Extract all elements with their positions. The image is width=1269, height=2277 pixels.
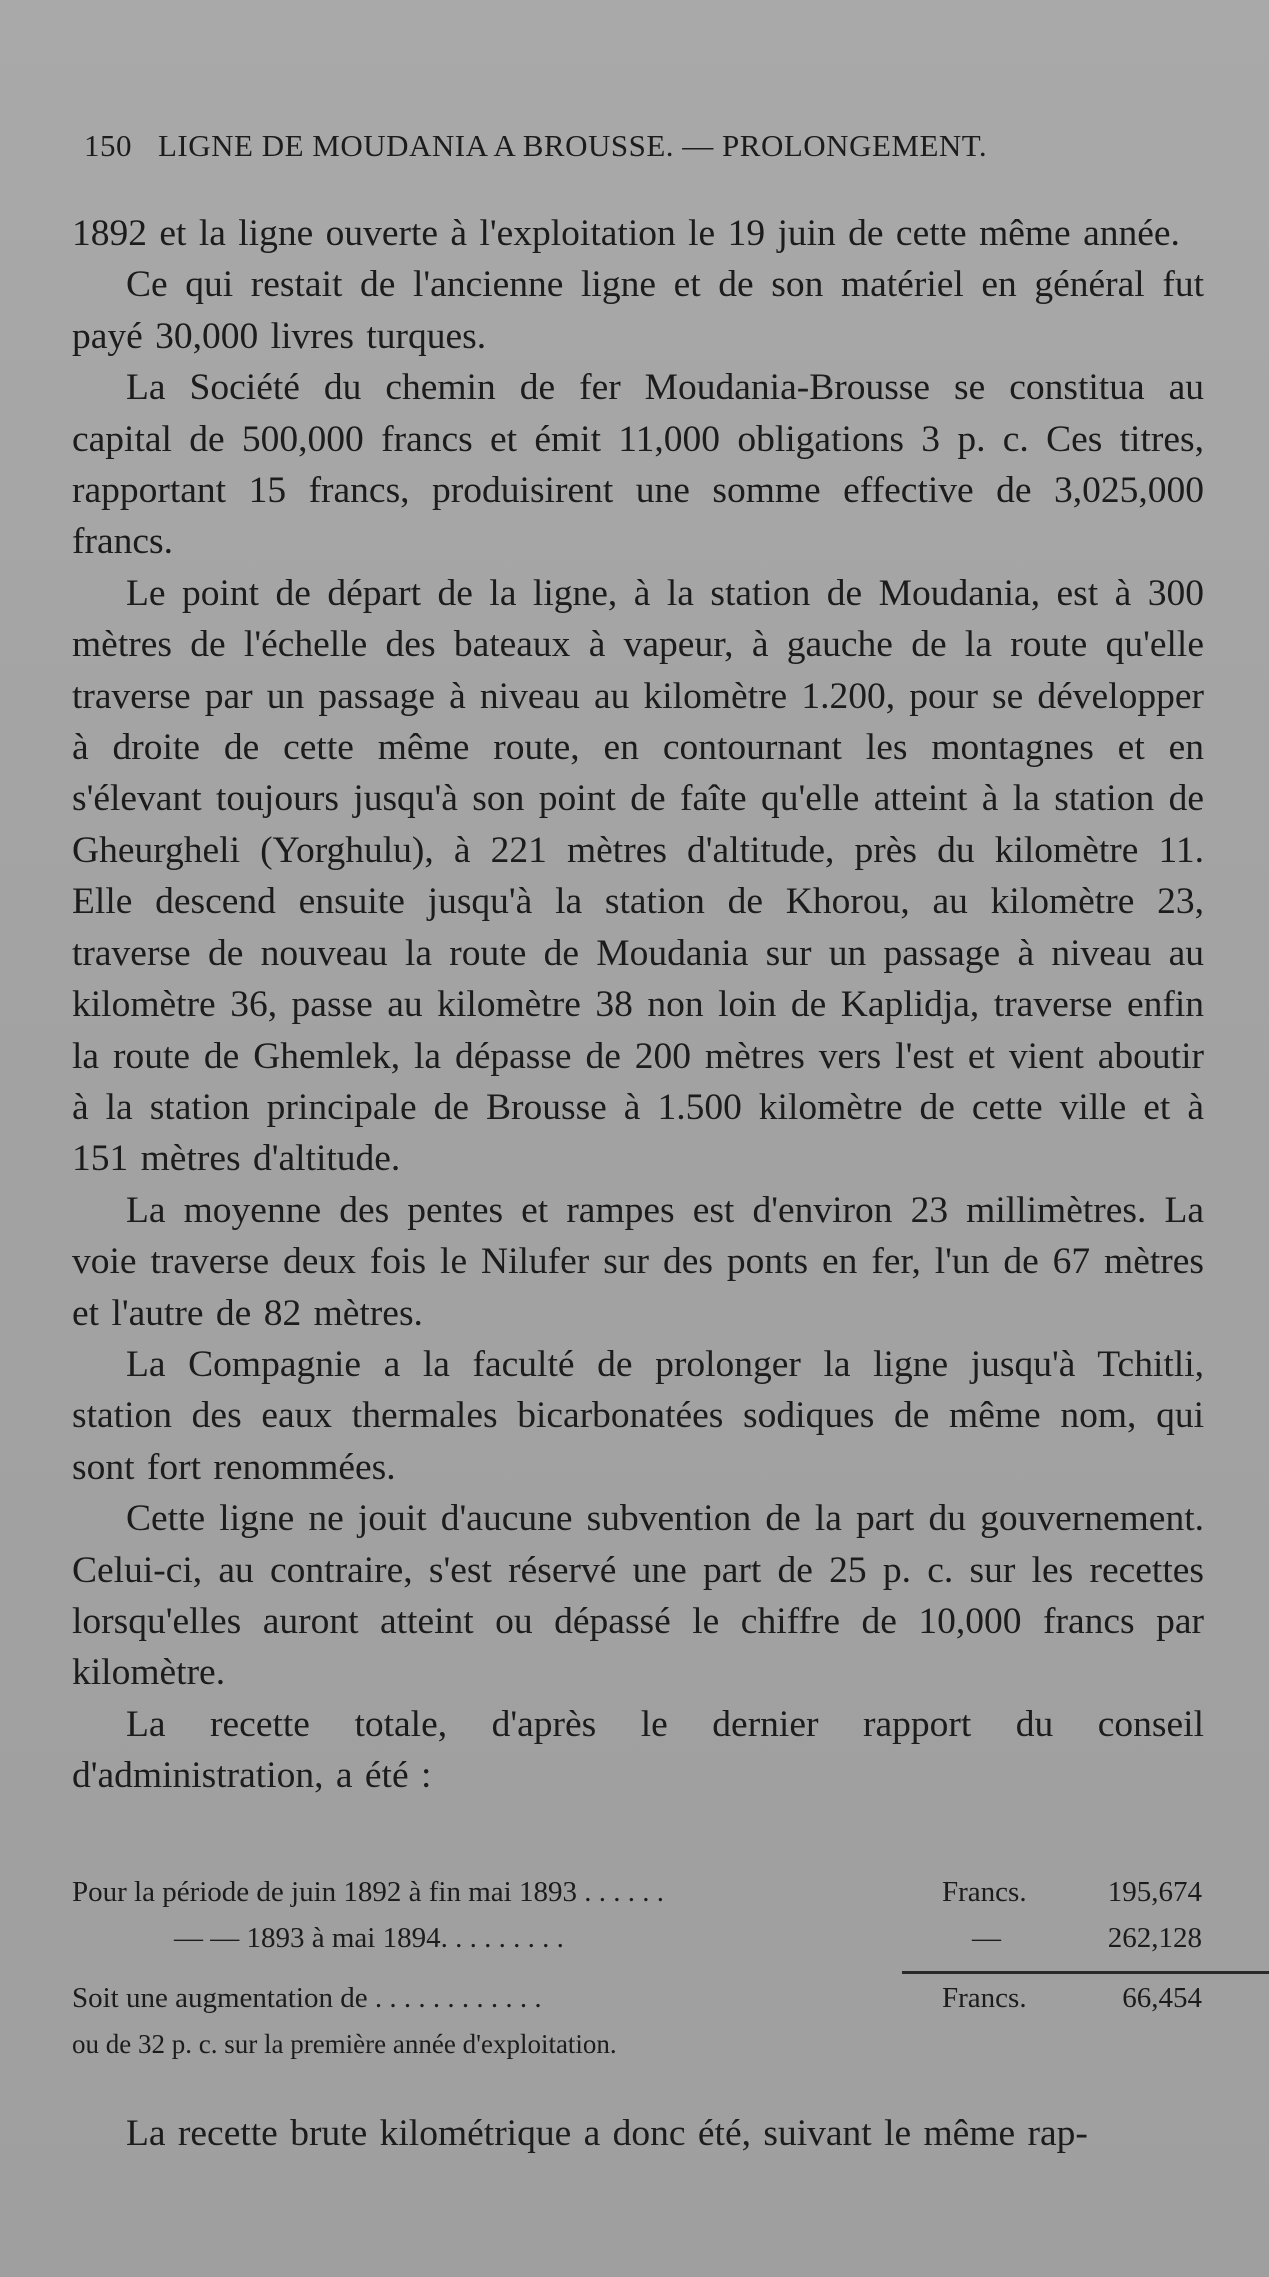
row-currency: —: [972, 1922, 1001, 1954]
paragraph-7: Cette ligne ne jouit d'aucune subvention de la part du gouvernement. Celui-ci, au contraire, s'est réservé une part de 25 p. c. sur les recettes lorsqu'elles auront atteint ou dépassé le chiffre de 10,000 francs par kilomètre.: [72, 1498, 1204, 1694]
body-text: [72, 208, 1204, 1802]
receipts-table: [72, 1869, 1204, 2067]
row-value: 66,454: [1122, 1982, 1202, 2014]
paragraph-2: Ce qui restait de l'ancienne ligne et de son matériel en général fut payé 30,000 livres turques.: [72, 264, 1204, 357]
row-label: Soit une augmentation de . . . . . . . . . . . .: [72, 1982, 542, 2014]
paragraph-8: La recette totale, d'après le dernier rapport du conseil d'administration, a été :: [72, 1703, 1204, 1797]
paragraph-5: La moyenne des pentes et rampes est d'environ 23 millimètres. La voie traverse deux fois le Nilufer sur des ponts en fer, l'un de 67 mètres et l'autre de 82 mètres.: [72, 1189, 1204, 1334]
receipts-row-1894: [72, 1915, 1204, 1961]
paragraph-4: Le point de départ de la ligne, à la station de Moudania, est à 300 mètres de l'échelle des bateaux à vapeur, à gauche de la route qu'elle traverse par un passage à niveau au kilomètre 1.200, pour se développer à droite de cette même route, en contournant les montagnes et en s'élevant toujours jusqu'à son point de faîte qu'elle atteint à la station de Gheurgheli (Yorghulu), à 221 mètres d'altitude, près du kilomètre 11. Elle descend ensuite jusqu'à la station de Khorou, au kilomètre 23, traverse de nouveau la route de Moudania sur un passage à niveau au kilomètre 36, passe au kilomètre 38 non loin de Kaplidja, traverse enfin la route de Ghemlek, la dépasse de 200 mètres vers l'est et vient aboutir à la station principale de Brousse à 1.500 kilomètre de cette ville et à 151 mètres d'altitude.: [72, 572, 1204, 1180]
paragraph-3: La Société du chemin de fer Moudania-Brousse se constitua au capital de 500,000 francs et émit 11,000 obligations 3 p. c. Ces titres, rapportant 15 francs, produisirent une somme effective de 3,025,000 francs.: [72, 367, 1204, 563]
row-currency: Francs.: [942, 1982, 1027, 2014]
receipts-row-increase: [72, 1975, 1204, 2021]
receipts-note: ou de 32 p. c. sur la première année d'exploitation.: [72, 2029, 617, 2059]
row-currency: Francs.: [942, 1876, 1027, 1908]
row-label: Pour la période de juin 1892 à fin mai 1893 . . . . . .: [72, 1876, 664, 1908]
receipts-row-1893: [72, 1869, 1204, 1915]
row-value: 262,128: [1107, 1922, 1202, 1954]
row-label: — — 1893 à mai 1894. . . . . . . . .: [174, 1922, 564, 1954]
sum-rule: [902, 1971, 1269, 1974]
last-line: La recette brute kilométrique a donc été, suivant le même rap-: [126, 2113, 1088, 2154]
page-number: 150: [84, 128, 132, 163]
paragraph-1: 1892 et la ligne ouverte à l'exploitation le 19 juin de cette même année.: [72, 213, 1180, 254]
paragraph-6: La Compagnie a la faculté de prolonger la ligne jusqu'à Tchitli, station des eaux thermales bicarbonatées sodiques de même nom, qui sont fort renommées.: [72, 1343, 1204, 1488]
running-title: LIGNE DE MOUDANIA A BROUSSE. — PROLONGEMENT.: [158, 128, 988, 163]
receipts-note-row: [72, 2021, 1204, 2067]
page-header: [84, 128, 1194, 164]
row-value: 195,674: [1107, 1876, 1202, 1908]
